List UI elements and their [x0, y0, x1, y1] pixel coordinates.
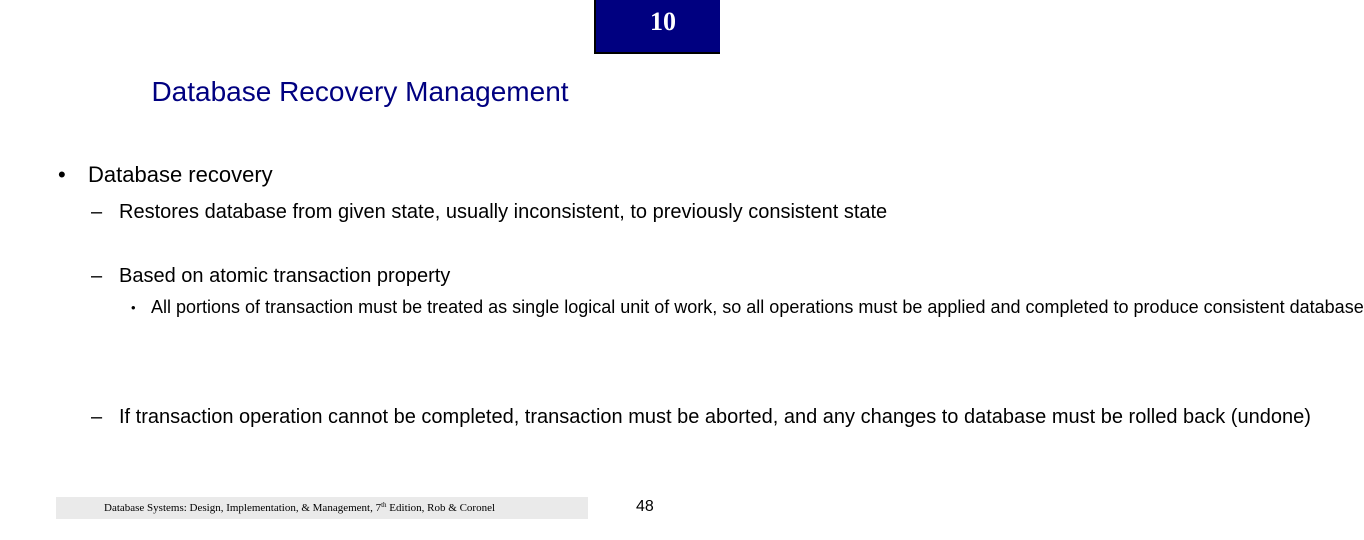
- sub-sub-bullet-portions: [131, 294, 1364, 321]
- bullet-marker: •: [131, 300, 136, 315]
- page-number: 48: [636, 498, 654, 515]
- sub-bullet-aborted: [91, 404, 1311, 431]
- sub-bullet-text: Restores database from given state, usually inconsistent, to previously consistent state: [119, 201, 888, 223]
- bullet-database-recovery: [58, 162, 273, 188]
- sub-bullet-text: If transaction operation cannot be completed, transaction must be aborted, and any changes to database must be rolled back (undone): [119, 406, 1311, 428]
- chapter-badge: [594, 0, 720, 54]
- sub-bullet-restores: [91, 196, 888, 228]
- dash-marker: –: [91, 265, 103, 287]
- slide-title: Database Recovery Management: [151, 76, 569, 107]
- footer-superscript: th: [381, 501, 387, 509]
- sub-bullet-text: Based on atomic transaction property: [119, 265, 451, 287]
- footer-text-start: Database Systems: Design, Implementation, & Management, 7: [104, 502, 382, 514]
- footer-citation: [104, 501, 495, 515]
- bullet-marker: •: [58, 162, 66, 187]
- sub-bullet-atomic: [91, 260, 611, 292]
- footer-text-end: Edition, Rob & Coronel: [386, 502, 496, 514]
- dash-marker: –: [91, 406, 103, 428]
- bullet-text: Database recovery: [88, 162, 273, 187]
- chapter-number: 10: [650, 7, 676, 36]
- footer-bar: [56, 497, 588, 519]
- dash-marker: –: [91, 201, 103, 223]
- sub-sub-bullet-text: All portions of transaction must be treated as single logical unit of work, so all operations must be applied and completed to produce consistent database: [151, 297, 1364, 317]
